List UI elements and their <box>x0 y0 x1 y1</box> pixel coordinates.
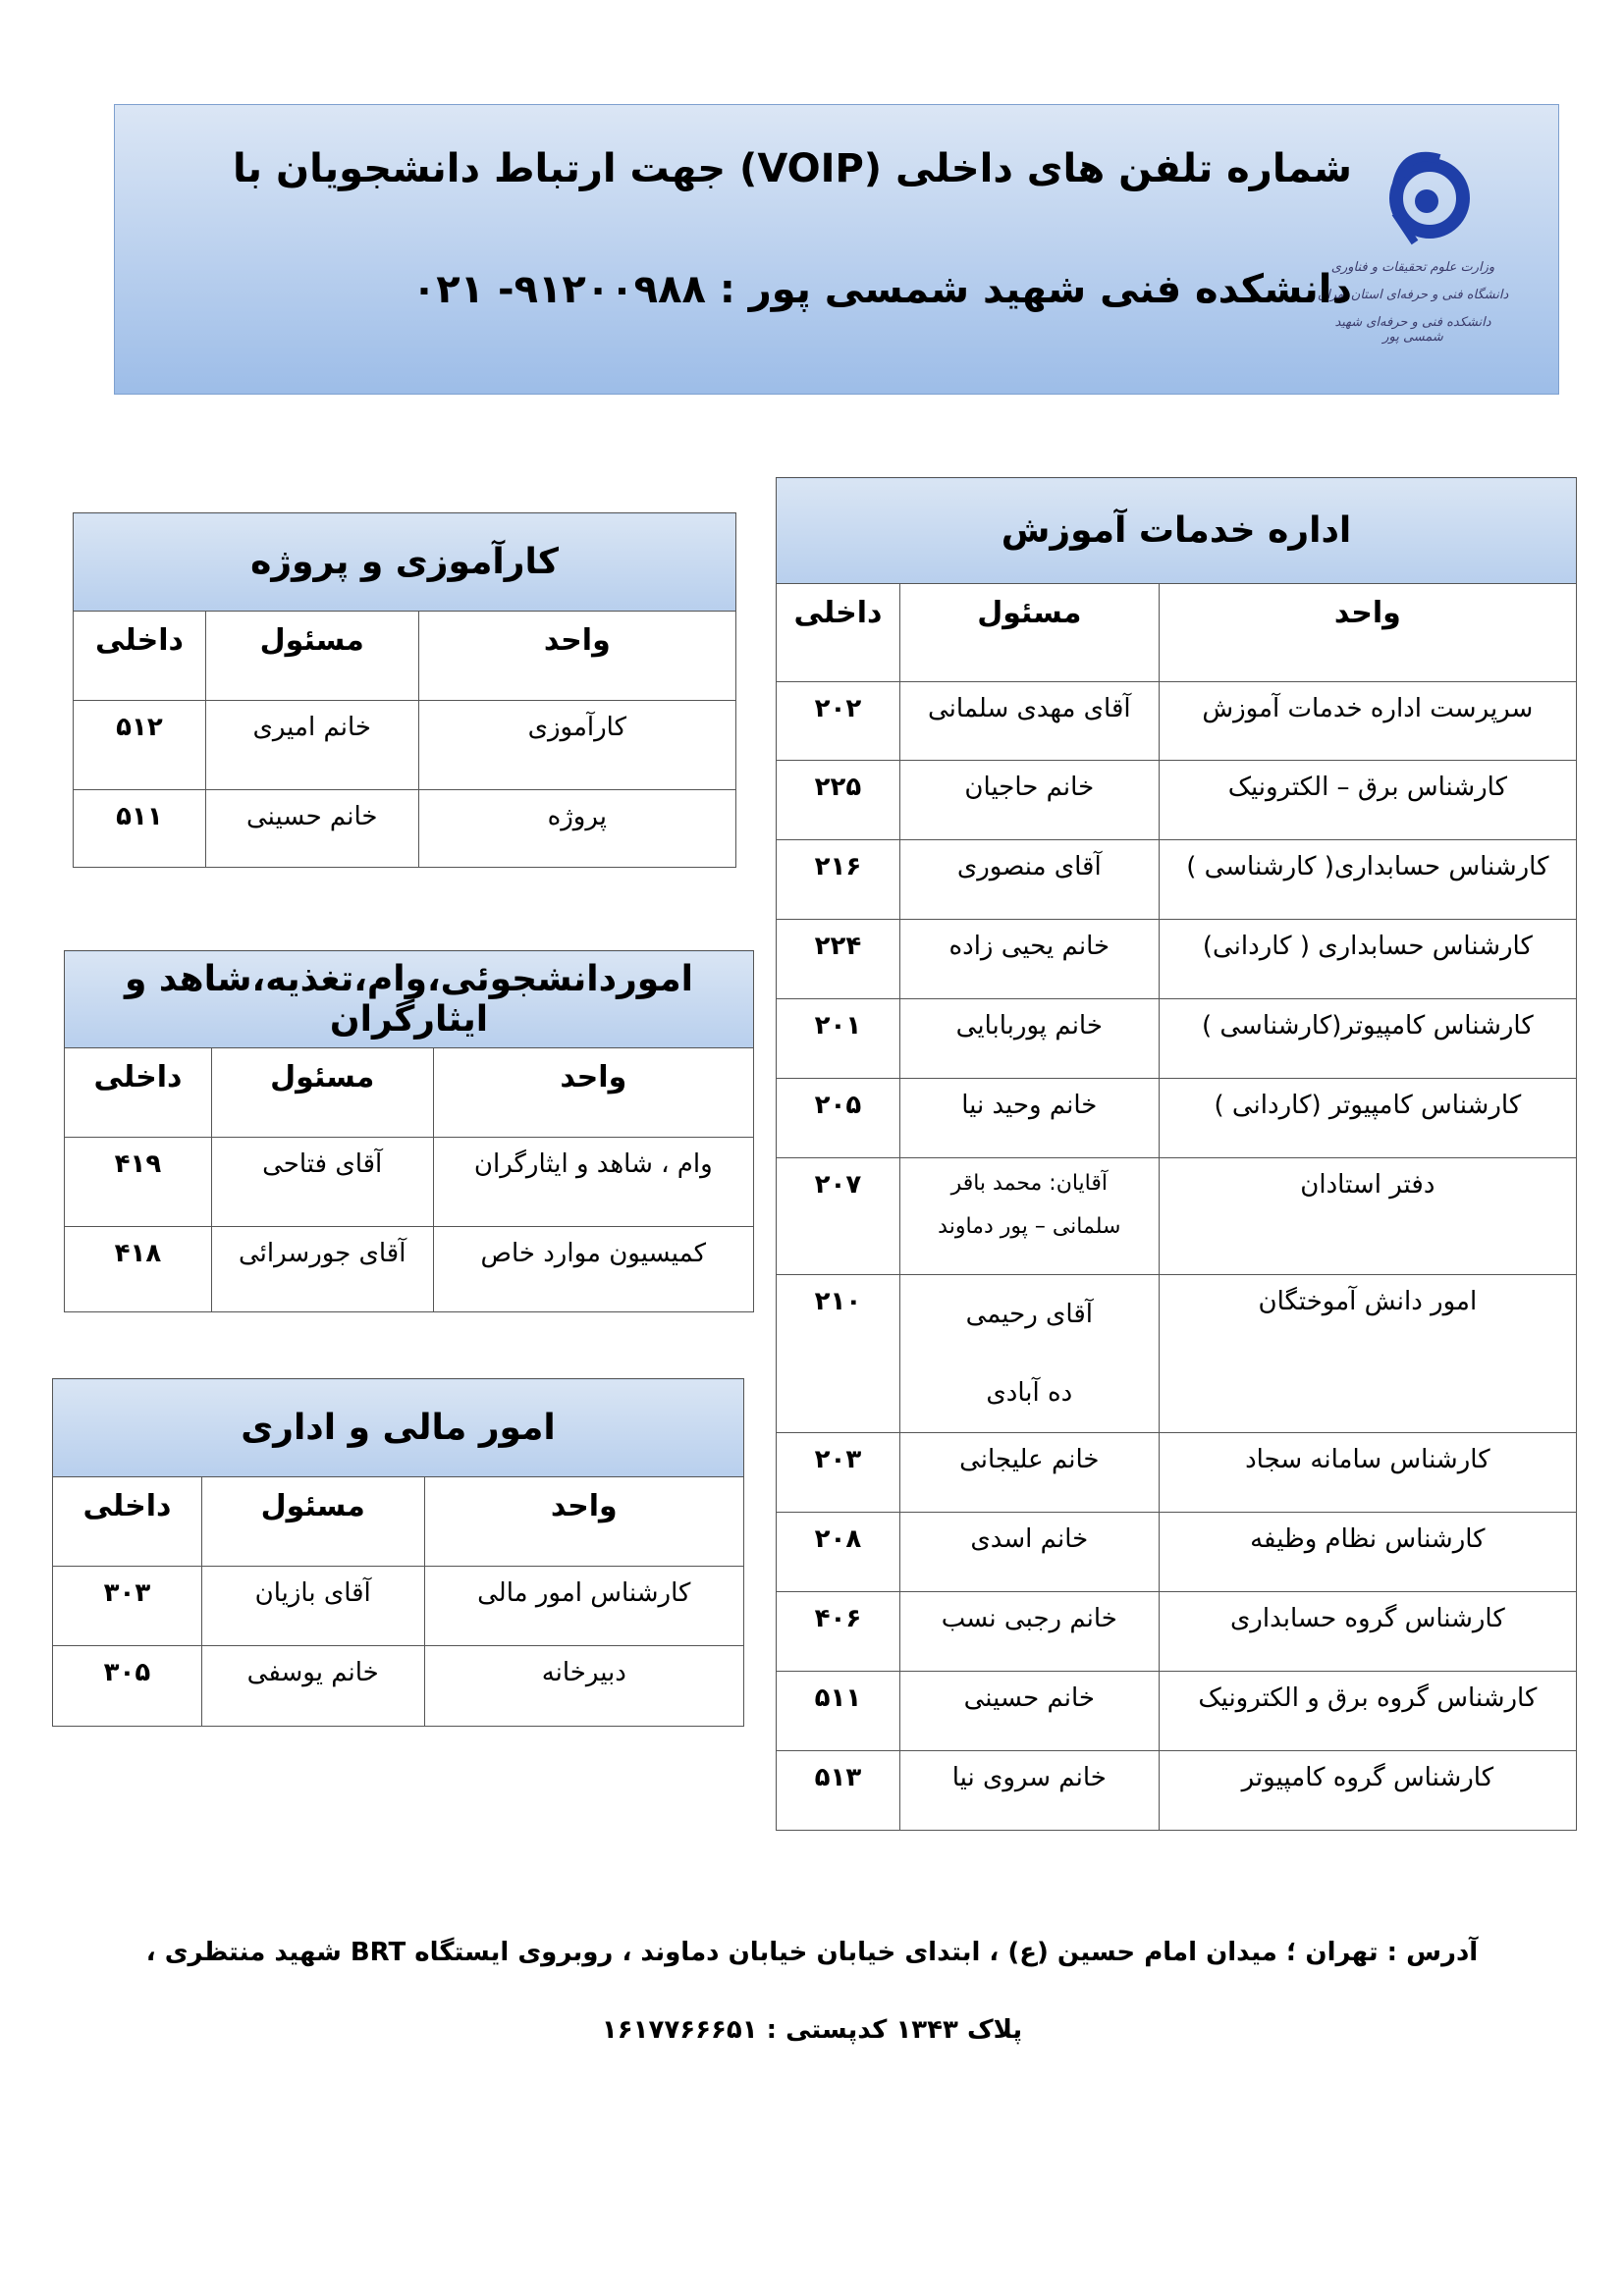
person-cell: آقای جورسرائی <box>211 1227 433 1312</box>
person-cell: آقایان: محمد باقر سلمانی – پور دماوند <box>899 1158 1159 1275</box>
table-row <box>777 1513 1577 1592</box>
unit-cell: کارشناس سامانه سجاد <box>1159 1433 1576 1513</box>
unit-cell: کمیسیون موارد خاص <box>433 1227 753 1312</box>
address-line: آدرس : تهران ؛ میدان امام حسین (ع) ، ابتدای خیابان خیابان دماوند ، روبروی ایستگاه BRT شهید منتظری ، <box>145 1938 1479 1967</box>
unit-cell: کارشناس گروه کامپیوتر <box>1159 1751 1576 1831</box>
unit-cell: دبیرخانه <box>424 1646 743 1727</box>
unit-cell: امور دانش آموختگان <box>1159 1275 1576 1433</box>
person-cell: خانم اسدی <box>899 1513 1159 1592</box>
university-logo <box>1317 144 1523 370</box>
col-header-ext: داخلی <box>53 1477 202 1567</box>
col-header-person: مسئول <box>211 1048 433 1138</box>
table-row <box>777 1079 1577 1158</box>
person-cell: خانم علیجانی <box>899 1433 1159 1513</box>
header-title-line1: شماره تلفن های داخلی (VOIP) جهت ارتباط دانشجویان با <box>233 146 1352 191</box>
unit-cell: دفتر استادان <box>1159 1158 1576 1275</box>
col-header-ext: داخلی <box>65 1048 212 1138</box>
person-cell: خانم سروی نیا <box>899 1751 1159 1831</box>
person-cell: خانم حاجیان <box>899 761 1159 840</box>
unit-cell: کارشناس کامپیوتر(کارشناسی ) <box>1159 999 1576 1079</box>
person-cell: خانم حسینی <box>899 1672 1159 1751</box>
ext-cell: ۳۰۵ <box>53 1646 202 1727</box>
table-row <box>777 920 1577 999</box>
ext-cell: ۲۰۵ <box>777 1079 900 1158</box>
table-row <box>777 1158 1577 1275</box>
header-title-line2: دانشکده فنی شهید شمسی پور : ۹۱۲۰۰۹۸۸- ۰۲۱ <box>411 267 1352 312</box>
table-row <box>777 999 1577 1079</box>
table-row <box>777 1592 1577 1672</box>
unit-cell: پروژه <box>418 790 735 868</box>
table-row <box>777 1672 1577 1751</box>
ext-cell: ۲۱۶ <box>777 840 900 920</box>
col-header-person: مسئول <box>899 584 1159 682</box>
finance-admin-table <box>52 1378 744 1727</box>
person-cell: آقای مهدی سلمانی <box>899 682 1159 761</box>
col-header-unit: واحد <box>424 1477 743 1567</box>
header-banner <box>114 104 1559 395</box>
person-cell: آقای فتاحی <box>211 1138 433 1227</box>
unit-cell: وام ، شاهد و ایثارگران <box>433 1138 753 1227</box>
ext-cell: ۵۱۱ <box>777 1672 900 1751</box>
col-header-person: مسئول <box>201 1477 424 1567</box>
unit-cell: کارشناس گروه حسابداری <box>1159 1592 1576 1672</box>
postal-line: پلاک ۱۳۴۳ کدپستی : ۱۶۱۷۷۶۶۶۵۱ <box>601 2015 1023 2045</box>
ext-cell: ۵۱۲ <box>74 701 206 790</box>
unit-cell: کارآموزی <box>418 701 735 790</box>
col-header-unit: واحد <box>418 612 735 701</box>
unit-cell: کارشناس نظام وظیفه <box>1159 1513 1576 1592</box>
table-row <box>777 1275 1577 1433</box>
col-header-ext: داخلی <box>777 584 900 682</box>
col-header-ext: داخلی <box>74 612 206 701</box>
ext-cell: ۲۲۴ <box>777 920 900 999</box>
person-cell: خانم یوسفی <box>201 1646 424 1727</box>
ext-cell: ۴۱۹ <box>65 1138 212 1227</box>
table-row <box>74 790 736 868</box>
ext-cell: ۵۱۱ <box>74 790 206 868</box>
table-row <box>65 1138 754 1227</box>
table-title: اموردانشجوئی،وام،تغذیه،شاهد و ایثارگران <box>65 951 754 1048</box>
person-cell: آقای بازیان <box>201 1567 424 1646</box>
table-row <box>777 682 1577 761</box>
ext-cell: ۴۰۶ <box>777 1592 900 1672</box>
ext-cell: ۲۰۸ <box>777 1513 900 1592</box>
table-row <box>65 1227 754 1312</box>
unit-cell: کارشناس گروه برق و الکترونیک <box>1159 1672 1576 1751</box>
table-row <box>53 1567 744 1646</box>
ext-cell: ۲۰۲ <box>777 682 900 761</box>
table-title: اداره خدمات آموزش <box>777 478 1577 584</box>
ext-cell: ۲۰۱ <box>777 999 900 1079</box>
ext-cell: ۲۰۷ <box>777 1158 900 1275</box>
table-row <box>777 840 1577 920</box>
person-cell: آقای منصوری <box>899 840 1159 920</box>
person-cell: آقای رحیمی ده آبادی <box>899 1275 1159 1433</box>
table-row <box>777 1751 1577 1831</box>
logo-caption-3: دانشکده فنی و حرفه‌ای شهید شمسی پور <box>1334 315 1491 345</box>
unit-cell: کارشناس امور مالی <box>424 1567 743 1646</box>
table-row <box>777 761 1577 840</box>
ext-cell: ۳۰۳ <box>53 1567 202 1646</box>
person-cell: خانم وحید نیا <box>899 1079 1159 1158</box>
logo-caption-2: دانشگاه فنی و حرفه‌ای استان تهران <box>1317 288 1509 302</box>
unit-cell: سرپرست اداره خدمات آموزش <box>1159 682 1576 761</box>
unit-cell: کارشناس حسابداری( کارشناسی ) <box>1159 840 1576 920</box>
col-header-person: مسئول <box>205 612 418 701</box>
ext-cell: ۲۲۵ <box>777 761 900 840</box>
table-row <box>777 1433 1577 1513</box>
education-services-table <box>776 477 1577 1831</box>
col-header-unit: واحد <box>433 1048 753 1138</box>
person-cell: خانم یحیی زاده <box>899 920 1159 999</box>
ext-cell: ۲۰۳ <box>777 1433 900 1513</box>
table-row <box>74 701 736 790</box>
unit-cell: کارشناس برق – الکترونیک <box>1159 761 1576 840</box>
ext-cell: ۲۱۰ <box>777 1275 900 1433</box>
unit-cell: کارشناس کامپیوتر (کاردانی ) <box>1159 1079 1576 1158</box>
table-title: کارآموزی و پروژه <box>74 513 736 612</box>
table-row <box>53 1646 744 1727</box>
person-cell: خانم رجبی نسب <box>899 1592 1159 1672</box>
unit-cell: کارشناس حسابداری ( کاردانی) <box>1159 920 1576 999</box>
ext-cell: ۴۱۸ <box>65 1227 212 1312</box>
col-header-unit: واحد <box>1159 584 1576 682</box>
person-cell: خانم پوربابایی <box>899 999 1159 1079</box>
table-title: امور مالی و اداری <box>53 1379 744 1477</box>
person-cell: خانم امیری <box>205 701 418 790</box>
ext-cell: ۵۱۳ <box>777 1751 900 1831</box>
logo-caption-1: وزارت علوم تحقیقات و فناوری <box>1330 260 1495 275</box>
student-affairs-table <box>64 950 754 1312</box>
person-cell: خانم حسینی <box>205 790 418 868</box>
internship-project-table <box>73 512 736 868</box>
